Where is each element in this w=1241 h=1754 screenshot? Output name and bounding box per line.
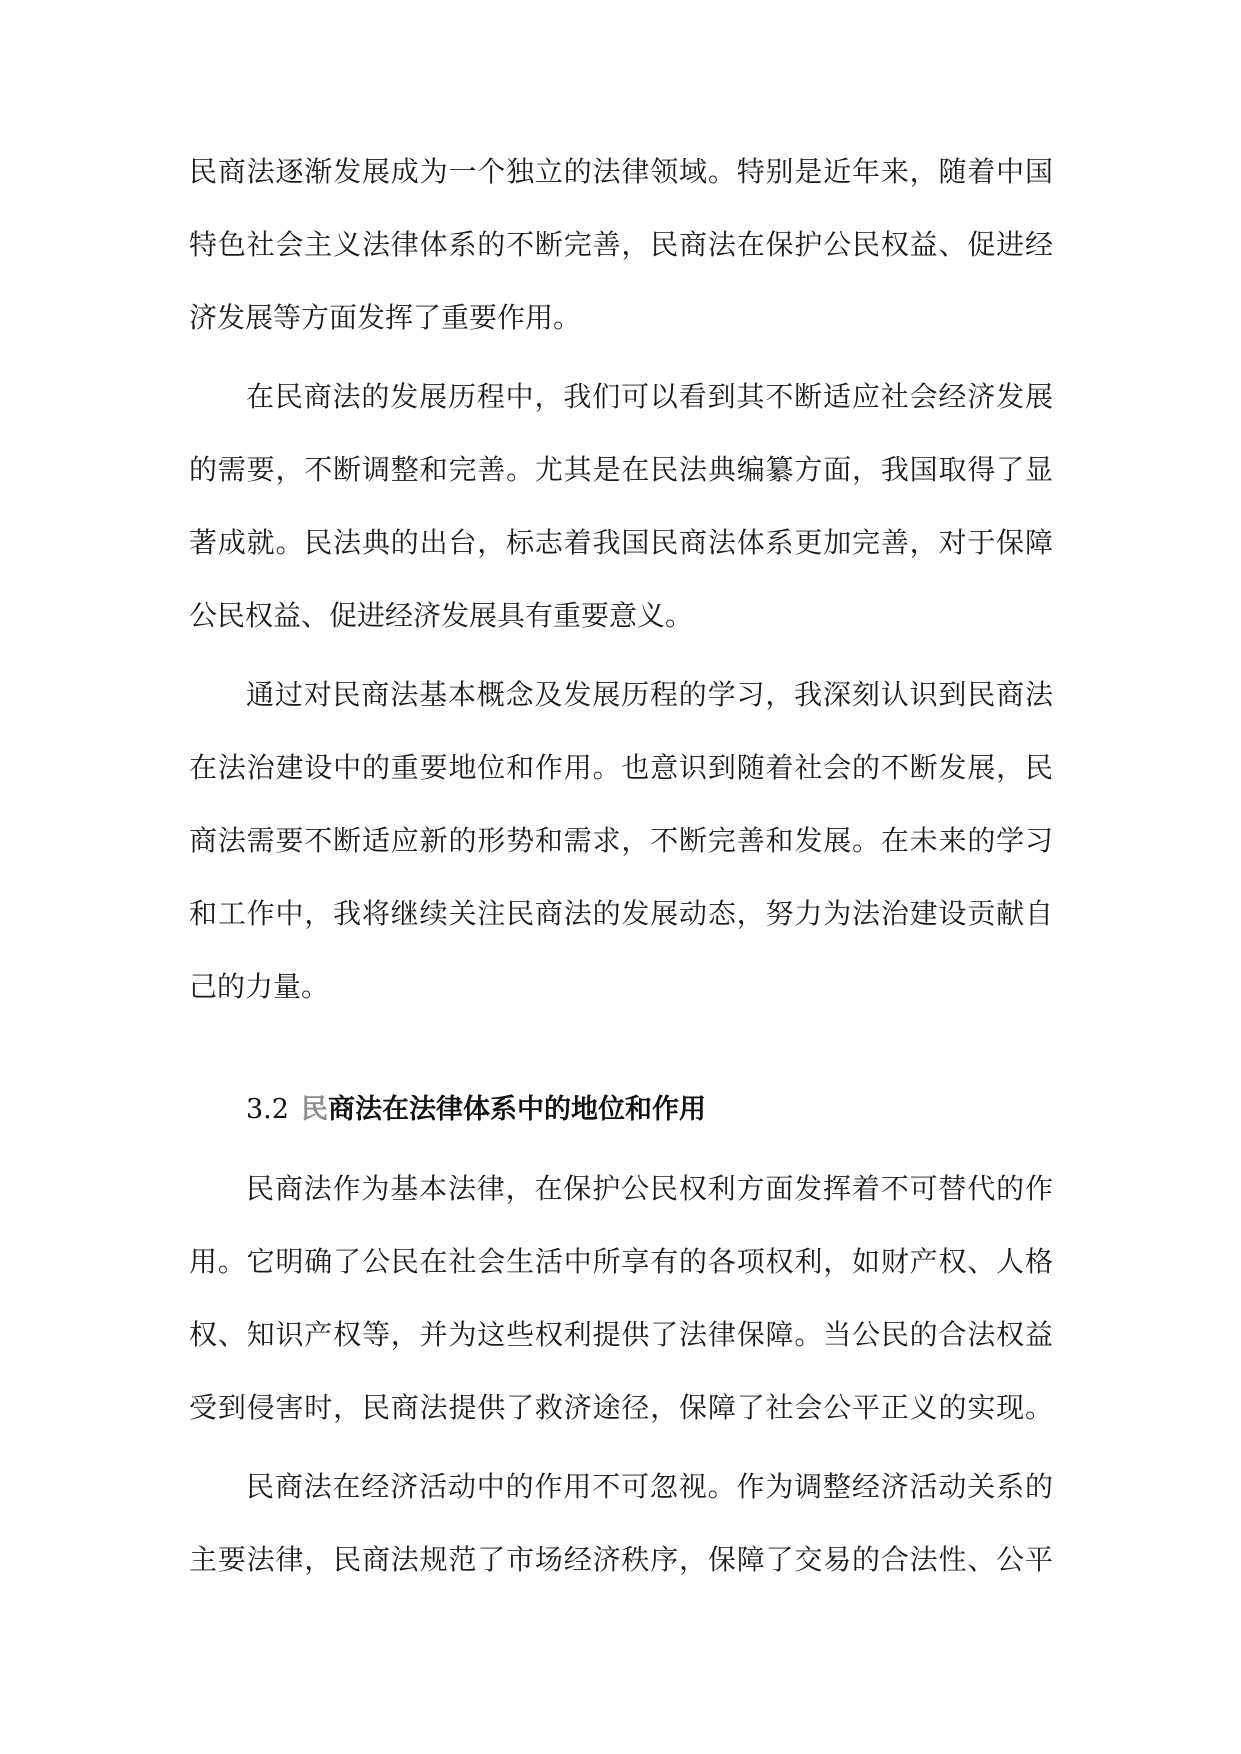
paragraph-3-line-4: 和工作中，我将继续关注民商法的发展动态，努力为法治建设贡献自 [189,897,1053,930]
paragraph-1-line-3: 济发展等方面发挥了重要作用。 [189,301,582,334]
paragraph-4-line-4: 受到侵害时，民商法提供了救济途径，保障了社会公平正义的实现。 [189,1391,1053,1424]
paragraph-2-line-1: 在民商法的发展历程中，我们可以看到其不断适应社会经济发展 [246,380,1053,413]
paragraph-1-line-1: 民商法逐渐发展成为一个独立的法律领域。特别是近年来，随着中国 [189,155,1053,188]
paragraph-2-line-3: 著成就。民法典的出台，标志着我国民商法体系更加完善，对于保障 [189,526,1053,559]
paragraph-3-line-1: 通过对民商法基本概念及发展历程的学习，我深刻认识到民商法 [246,678,1053,711]
section-title: 商法在法律体系中的地位和作用 [327,1094,706,1125]
section-heading [246,1087,706,1133]
paragraph-3-line-3: 商法需要不断适应新的形势和需求，不断完善和发展。在未来的学习 [189,824,1053,857]
section-number: 3.2 [246,1094,289,1125]
paragraph-4-line-2: 用。它明确了公民在社会生活中所享有的各项权利，如财产权、人格 [189,1245,1053,1278]
paragraph-4-line-3: 权、知识产权等，并为这些权利提供了法律保障。当公民的合法权益 [189,1318,1053,1351]
paragraph-5-line-1: 民商法在经济活动中的作用不可忽视。作为调整经济活动关系的 [246,1470,1053,1503]
section-title-first-char: 民 [300,1094,328,1125]
paragraph-3-line-2: 在法治建设中的重要地位和作用。也意识到随着社会的不断发展，民 [189,751,1053,784]
paragraph-2-line-2: 的需要，不断调整和完善。尤其是在民法典编纂方面，我国取得了显 [189,453,1053,486]
paragraph-1-line-2: 特色社会主义法律体系的不断完善，民商法在保护公民权益、促进经 [189,228,1053,261]
paragraph-3-line-5: 己的力量。 [189,970,330,1003]
paragraph-5-line-2: 主要法律，民商法规范了市场经济秩序，保障了交易的合法性、公平 [189,1543,1053,1576]
paragraph-4-line-1: 民商法作为基本法律，在保护公民权利方面发挥着不可替代的作 [246,1172,1053,1205]
paragraph-2-line-4: 公民权益、促进经济发展具有重要意义。 [189,599,694,632]
